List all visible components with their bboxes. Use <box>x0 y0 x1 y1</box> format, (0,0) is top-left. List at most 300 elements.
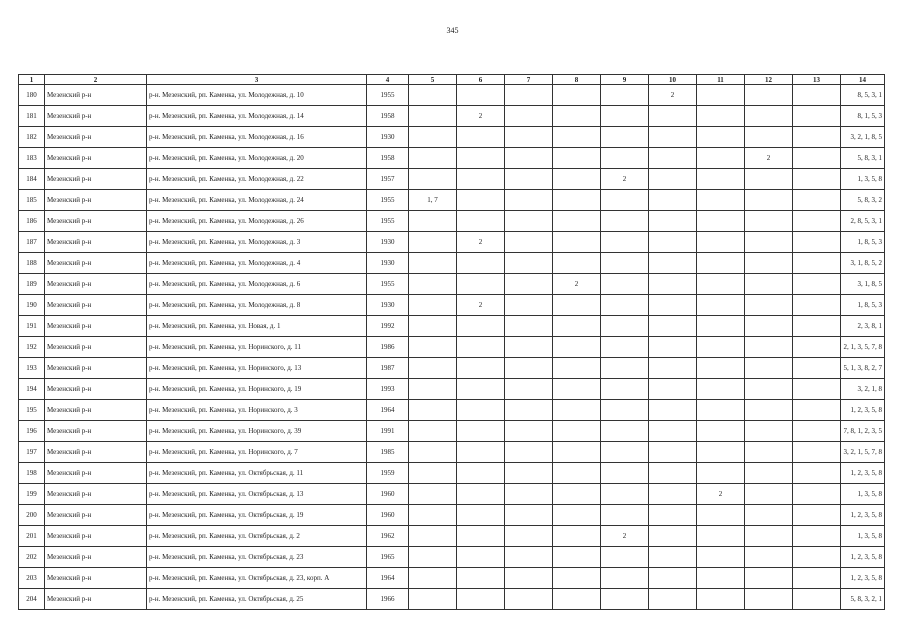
district-cell: Мезенский р-н <box>45 232 147 253</box>
mark-cell <box>553 568 601 589</box>
year-cell: 1964 <box>367 568 409 589</box>
row-number-cell: 199 <box>19 484 45 505</box>
mark-cell <box>793 358 841 379</box>
mark-cell <box>745 106 793 127</box>
mark-cell <box>697 400 745 421</box>
table-row <box>19 358 885 379</box>
mark-cell <box>793 589 841 610</box>
mark-cell <box>409 568 457 589</box>
mark-cell <box>505 316 553 337</box>
column-header: 7 <box>505 75 553 85</box>
mark-cell <box>649 127 697 148</box>
mark-cell <box>649 295 697 316</box>
district-cell: Мезенский р-н <box>45 463 147 484</box>
mark-cell <box>793 505 841 526</box>
priority-cell: 3, 2, 1, 5, 7, 8 <box>841 442 885 463</box>
address-cell: р-н. Мезенский, рп. Каменка, ул. Молодежная, д. 4 <box>147 253 367 274</box>
row-number-cell: 203 <box>19 568 45 589</box>
priority-cell: 3, 2, 1, 8, 5 <box>841 127 885 148</box>
column-header: 13 <box>793 75 841 85</box>
mark-cell <box>553 190 601 211</box>
mark-cell <box>793 295 841 316</box>
table-row <box>19 484 885 505</box>
mark-cell <box>793 253 841 274</box>
mark-cell <box>505 568 553 589</box>
row-number-cell: 180 <box>19 85 45 106</box>
mark-cell <box>457 442 505 463</box>
mark-cell <box>601 106 649 127</box>
mark-cell <box>793 379 841 400</box>
mark-cell <box>649 442 697 463</box>
priority-cell: 1, 8, 5, 3 <box>841 295 885 316</box>
mark-cell <box>409 421 457 442</box>
table-row <box>19 547 885 568</box>
year-cell: 1930 <box>367 127 409 148</box>
table-row <box>19 568 885 589</box>
mark-cell <box>697 106 745 127</box>
priority-cell: 1, 2, 3, 5, 8 <box>841 568 885 589</box>
mark-cell <box>745 190 793 211</box>
mark-cell: 2 <box>553 274 601 295</box>
mark-cell <box>553 484 601 505</box>
mark-cell <box>649 568 697 589</box>
mark-cell <box>697 232 745 253</box>
column-header: 2 <box>45 75 147 85</box>
mark-cell <box>505 106 553 127</box>
table-row <box>19 274 885 295</box>
mark-cell <box>553 106 601 127</box>
year-cell: 1962 <box>367 526 409 547</box>
mark-cell <box>697 589 745 610</box>
mark-cell <box>745 274 793 295</box>
row-number-cell: 181 <box>19 106 45 127</box>
mark-cell <box>649 421 697 442</box>
mark-cell <box>793 127 841 148</box>
district-cell: Мезенский р-н <box>45 505 147 526</box>
table-row <box>19 253 885 274</box>
mark-cell <box>745 295 793 316</box>
address-cell: р-н. Мезенский, рп. Каменка, ул. Норинского, д. 13 <box>147 358 367 379</box>
mark-cell <box>793 106 841 127</box>
mark-cell: 2 <box>697 484 745 505</box>
mark-cell <box>697 547 745 568</box>
mark-cell <box>457 358 505 379</box>
table-row <box>19 442 885 463</box>
mark-cell <box>553 232 601 253</box>
mark-cell <box>553 211 601 232</box>
table-row <box>19 505 885 526</box>
mark-cell <box>649 400 697 421</box>
district-cell: Мезенский р-н <box>45 442 147 463</box>
district-cell: Мезенский р-н <box>45 253 147 274</box>
mark-cell <box>649 148 697 169</box>
mark-cell <box>649 211 697 232</box>
mark-cell <box>505 190 553 211</box>
mark-cell <box>553 505 601 526</box>
mark-cell <box>409 316 457 337</box>
mark-cell <box>505 379 553 400</box>
mark-cell <box>793 316 841 337</box>
mark-cell <box>601 127 649 148</box>
row-number-cell: 188 <box>19 253 45 274</box>
row-number-cell: 185 <box>19 190 45 211</box>
mark-cell <box>745 337 793 358</box>
mark-cell <box>505 148 553 169</box>
row-number-cell: 191 <box>19 316 45 337</box>
mark-cell <box>553 358 601 379</box>
district-cell: Мезенский р-н <box>45 211 147 232</box>
table-row <box>19 316 885 337</box>
mark-cell <box>409 526 457 547</box>
district-cell: Мезенский р-н <box>45 358 147 379</box>
mark-cell <box>745 442 793 463</box>
mark-cell <box>457 316 505 337</box>
mark-cell <box>601 274 649 295</box>
column-header: 12 <box>745 75 793 85</box>
mark-cell <box>409 337 457 358</box>
priority-cell: 1, 3, 5, 8 <box>841 169 885 190</box>
row-number-cell: 184 <box>19 169 45 190</box>
mark-cell <box>649 358 697 379</box>
mark-cell <box>409 358 457 379</box>
address-cell: р-н. Мезенский, рп. Каменка, ул. Норинского, д. 11 <box>147 337 367 358</box>
column-header: 5 <box>409 75 457 85</box>
district-cell: Мезенский р-н <box>45 568 147 589</box>
mark-cell <box>457 421 505 442</box>
mark-cell <box>505 127 553 148</box>
table-row <box>19 169 885 190</box>
year-cell: 1955 <box>367 85 409 106</box>
district-cell: Мезенский р-н <box>45 526 147 547</box>
mark-cell <box>601 295 649 316</box>
priority-cell: 5, 8, 3, 2, 1 <box>841 589 885 610</box>
mark-cell <box>505 484 553 505</box>
mark-cell <box>745 358 793 379</box>
mark-cell <box>457 484 505 505</box>
mark-cell <box>457 148 505 169</box>
mark-cell <box>745 547 793 568</box>
district-cell: Мезенский р-н <box>45 127 147 148</box>
mark-cell <box>553 442 601 463</box>
mark-cell <box>745 232 793 253</box>
mark-cell <box>793 232 841 253</box>
mark-cell <box>649 484 697 505</box>
mark-cell <box>793 190 841 211</box>
column-header: 11 <box>697 75 745 85</box>
address-cell: р-н. Мезенский, рп. Каменка, ул. Октябрьская, д. 19 <box>147 505 367 526</box>
mark-cell <box>409 442 457 463</box>
address-cell: р-н. Мезенский, рп. Каменка, ул. Молодежная, д. 10 <box>147 85 367 106</box>
mark-cell <box>697 274 745 295</box>
district-cell: Мезенский р-н <box>45 316 147 337</box>
mark-cell <box>457 463 505 484</box>
address-cell: р-н. Мезенский, рп. Каменка, ул. Октябрьская, д. 11 <box>147 463 367 484</box>
mark-cell: 2 <box>601 169 649 190</box>
district-cell: Мезенский р-н <box>45 421 147 442</box>
mark-cell <box>601 316 649 337</box>
mark-cell <box>505 85 553 106</box>
mark-cell <box>745 253 793 274</box>
mark-cell <box>745 568 793 589</box>
address-cell: р-н. Мезенский, рп. Каменка, ул. Норинского, д. 7 <box>147 442 367 463</box>
mark-cell <box>505 463 553 484</box>
mark-cell <box>745 379 793 400</box>
district-cell: Мезенский р-н <box>45 85 147 106</box>
mark-cell <box>793 274 841 295</box>
mark-cell <box>505 232 553 253</box>
address-cell: р-н. Мезенский, рп. Каменка, ул. Октябрьская, д. 13 <box>147 484 367 505</box>
mark-cell: 2 <box>457 232 505 253</box>
year-cell: 1958 <box>367 106 409 127</box>
mark-cell <box>409 484 457 505</box>
row-number-cell: 187 <box>19 232 45 253</box>
mark-cell <box>697 421 745 442</box>
mark-cell <box>697 316 745 337</box>
mark-cell <box>505 169 553 190</box>
mark-cell <box>409 148 457 169</box>
row-number-cell: 186 <box>19 211 45 232</box>
mark-cell <box>697 337 745 358</box>
mark-cell <box>793 211 841 232</box>
mark-cell <box>457 253 505 274</box>
mark-cell <box>409 211 457 232</box>
mark-cell <box>745 169 793 190</box>
district-cell: Мезенский р-н <box>45 337 147 358</box>
mark-cell <box>457 547 505 568</box>
mark-cell <box>457 211 505 232</box>
mark-cell <box>457 190 505 211</box>
address-cell: р-н. Мезенский, рп. Каменка, ул. Норинского, д. 3 <box>147 400 367 421</box>
table-row <box>19 421 885 442</box>
mark-cell <box>649 316 697 337</box>
mark-cell <box>697 211 745 232</box>
table-body <box>19 85 885 610</box>
page-number: 345 <box>446 26 459 35</box>
mark-cell <box>649 463 697 484</box>
address-cell: р-н. Мезенский, рп. Каменка, ул. Октябрьская, д. 25 <box>147 589 367 610</box>
header-row <box>19 75 885 85</box>
year-cell: 1991 <box>367 421 409 442</box>
mark-cell <box>409 85 457 106</box>
row-number-cell: 190 <box>19 295 45 316</box>
mark-cell <box>697 463 745 484</box>
mark-cell <box>409 295 457 316</box>
address-cell: р-н. Мезенский, рп. Каменка, ул. Молодежная, д. 24 <box>147 190 367 211</box>
table-row <box>19 106 885 127</box>
mark-cell <box>649 190 697 211</box>
mark-cell <box>553 127 601 148</box>
table-row <box>19 463 885 484</box>
mark-cell <box>793 148 841 169</box>
mark-cell <box>553 379 601 400</box>
table-row <box>19 295 885 316</box>
district-cell: Мезенский р-н <box>45 148 147 169</box>
mark-cell <box>409 463 457 484</box>
mark-cell <box>745 421 793 442</box>
mark-cell <box>553 526 601 547</box>
address-cell: р-н. Мезенский, рп. Каменка, ул. Молодежная, д. 16 <box>147 127 367 148</box>
mark-cell <box>505 358 553 379</box>
year-cell: 1930 <box>367 295 409 316</box>
priority-cell: 2, 1, 3, 5, 7, 8 <box>841 337 885 358</box>
mark-cell <box>553 316 601 337</box>
mark-cell <box>457 379 505 400</box>
mark-cell: 2 <box>601 526 649 547</box>
district-cell: Мезенский р-н <box>45 190 147 211</box>
address-cell: р-н. Мезенский, рп. Каменка, ул. Молодежная, д. 3 <box>147 232 367 253</box>
mark-cell <box>649 526 697 547</box>
priority-cell: 5, 8, 3, 1 <box>841 148 885 169</box>
mark-cell <box>793 169 841 190</box>
column-header: 6 <box>457 75 505 85</box>
mark-cell <box>409 253 457 274</box>
year-cell: 1985 <box>367 442 409 463</box>
table-row <box>19 190 885 211</box>
mark-cell <box>409 106 457 127</box>
table-row <box>19 232 885 253</box>
priority-cell: 1, 3, 5, 8 <box>841 526 885 547</box>
priority-cell: 3, 2, 1, 8 <box>841 379 885 400</box>
row-number-cell: 194 <box>19 379 45 400</box>
mark-cell: 2 <box>457 106 505 127</box>
mark-cell <box>553 253 601 274</box>
row-number-cell: 193 <box>19 358 45 379</box>
priority-cell: 7, 8, 1, 2, 3, 5 <box>841 421 885 442</box>
year-cell: 1966 <box>367 589 409 610</box>
mark-cell <box>601 547 649 568</box>
mark-cell <box>553 169 601 190</box>
mark-cell <box>409 589 457 610</box>
mark-cell <box>601 463 649 484</box>
priority-cell: 8, 1, 5, 3 <box>841 106 885 127</box>
mark-cell <box>457 589 505 610</box>
year-cell: 1965 <box>367 547 409 568</box>
mark-cell <box>601 484 649 505</box>
mark-cell <box>457 127 505 148</box>
priority-cell: 2, 3, 8, 1 <box>841 316 885 337</box>
address-cell: р-н. Мезенский, рп. Каменка, ул. Норинского, д. 19 <box>147 379 367 400</box>
mark-cell <box>745 526 793 547</box>
column-header: 4 <box>367 75 409 85</box>
mark-cell <box>505 589 553 610</box>
mark-cell <box>745 127 793 148</box>
district-cell: Мезенский р-н <box>45 484 147 505</box>
mark-cell <box>553 547 601 568</box>
mark-cell <box>457 568 505 589</box>
column-header: 3 <box>147 75 367 85</box>
mark-cell <box>793 421 841 442</box>
mark-cell <box>409 400 457 421</box>
mark-cell <box>409 547 457 568</box>
address-cell: р-н. Мезенский, рп. Каменка, ул. Октябрьская, д. 2 <box>147 526 367 547</box>
table-row <box>19 526 885 547</box>
year-cell: 1957 <box>367 169 409 190</box>
address-cell: р-н. Мезенский, рп. Каменка, ул. Молодежная, д. 8 <box>147 295 367 316</box>
mark-cell <box>793 547 841 568</box>
mark-cell: 2 <box>649 85 697 106</box>
mark-cell <box>793 463 841 484</box>
address-cell: р-н. Мезенский, рп. Каменка, ул. Норинского, д. 39 <box>147 421 367 442</box>
mark-cell <box>697 379 745 400</box>
row-number-cell: 183 <box>19 148 45 169</box>
year-cell: 1930 <box>367 232 409 253</box>
row-number-cell: 198 <box>19 463 45 484</box>
mark-cell <box>409 274 457 295</box>
mark-cell <box>553 589 601 610</box>
mark-cell <box>601 85 649 106</box>
mark-cell <box>409 169 457 190</box>
priority-cell: 1, 2, 3, 5, 8 <box>841 505 885 526</box>
table-row <box>19 400 885 421</box>
mark-cell <box>505 337 553 358</box>
mark-cell <box>697 526 745 547</box>
mark-cell <box>697 505 745 526</box>
mark-cell <box>553 295 601 316</box>
priority-cell: 1, 2, 3, 5, 8 <box>841 547 885 568</box>
mark-cell <box>745 400 793 421</box>
mark-cell <box>505 547 553 568</box>
year-cell: 1955 <box>367 211 409 232</box>
column-header: 10 <box>649 75 697 85</box>
mark-cell <box>745 85 793 106</box>
mark-cell <box>457 505 505 526</box>
mark-cell <box>697 568 745 589</box>
mark-cell <box>649 505 697 526</box>
year-cell: 1958 <box>367 148 409 169</box>
mark-cell <box>505 421 553 442</box>
mark-cell <box>649 547 697 568</box>
row-number-cell: 204 <box>19 589 45 610</box>
address-cell: р-н. Мезенский, рп. Каменка, ул. Молодежная, д. 22 <box>147 169 367 190</box>
mark-cell <box>649 253 697 274</box>
column-header: 8 <box>553 75 601 85</box>
year-cell: 1964 <box>367 400 409 421</box>
year-cell: 1987 <box>367 358 409 379</box>
mark-cell <box>601 190 649 211</box>
year-cell: 1959 <box>367 463 409 484</box>
year-cell: 1955 <box>367 190 409 211</box>
row-number-cell: 201 <box>19 526 45 547</box>
mark-cell <box>505 253 553 274</box>
row-number-cell: 197 <box>19 442 45 463</box>
mark-cell <box>553 85 601 106</box>
priority-cell: 8, 5, 3, 1 <box>841 85 885 106</box>
mark-cell <box>601 358 649 379</box>
address-cell: р-н. Мезенский, рп. Каменка, ул. Октябрьская, д. 23, корп. А <box>147 568 367 589</box>
mark-cell <box>649 379 697 400</box>
table-row <box>19 127 885 148</box>
mark-cell <box>601 232 649 253</box>
mark-cell <box>505 505 553 526</box>
mark-cell <box>601 400 649 421</box>
year-cell: 1992 <box>367 316 409 337</box>
mark-cell <box>601 337 649 358</box>
mark-cell <box>649 106 697 127</box>
mark-cell <box>649 337 697 358</box>
row-number-cell: 189 <box>19 274 45 295</box>
mark-cell <box>697 85 745 106</box>
district-cell: Мезенский р-н <box>45 274 147 295</box>
mark-cell: 2 <box>745 148 793 169</box>
priority-cell: 5, 8, 3, 2 <box>841 190 885 211</box>
mark-cell <box>601 505 649 526</box>
priority-cell: 1, 3, 5, 8 <box>841 484 885 505</box>
mark-cell <box>697 295 745 316</box>
priority-cell: 1, 2, 3, 5, 8 <box>841 400 885 421</box>
mark-cell <box>457 526 505 547</box>
mark-cell <box>553 337 601 358</box>
row-number-cell: 196 <box>19 421 45 442</box>
